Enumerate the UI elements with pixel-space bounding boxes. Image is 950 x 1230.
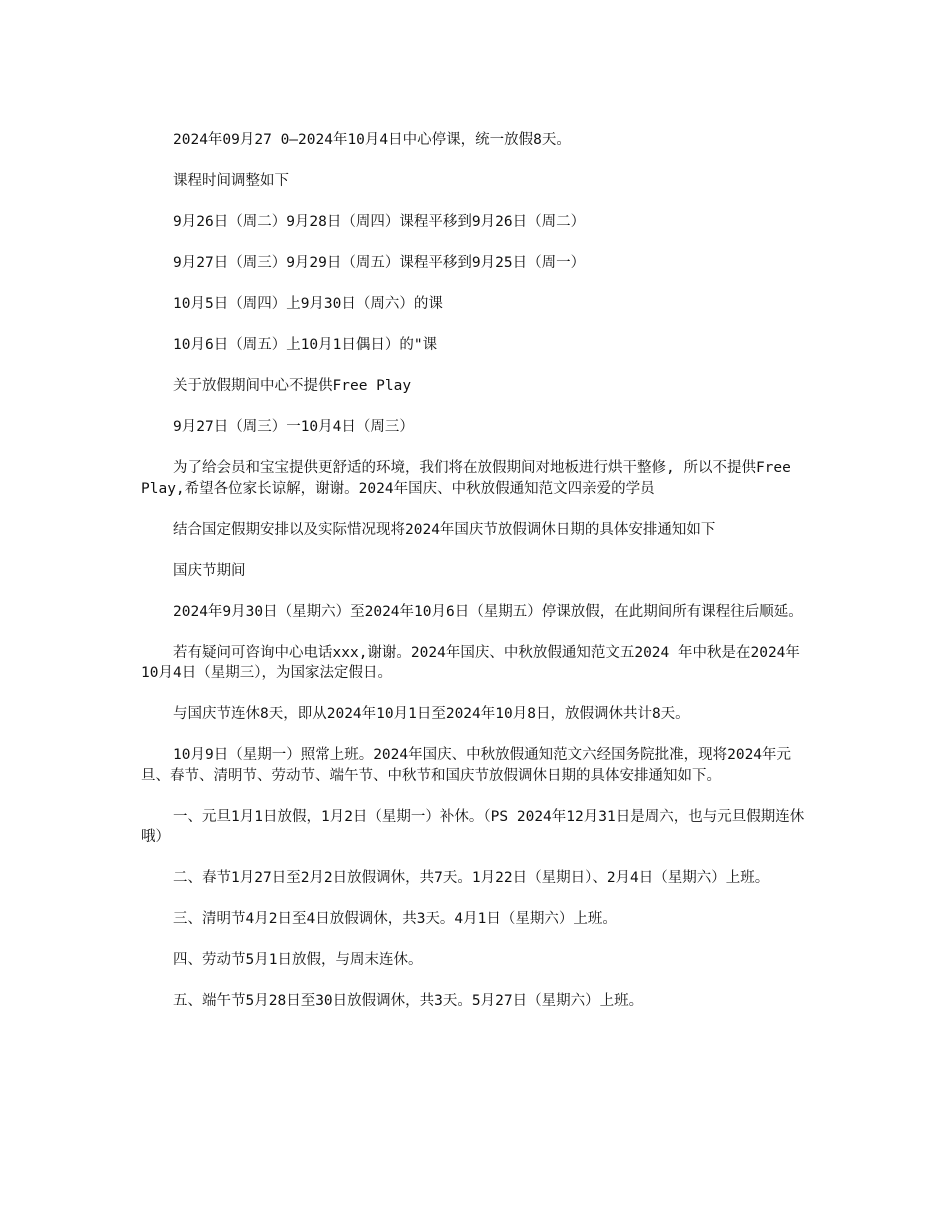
paragraph: 二、春节1月27日至2月2日放假调休，共7天。1月22日（星期日）、2月4日（星期六）上班。: [173, 870, 770, 886]
paragraph: 三、清明节4月2日至4日放假调休，共3天。4月1日（星期六）上班。: [173, 911, 617, 927]
paragraph: 9月27日（周三）9月29日（周五）课程平移到9月25日（周一）: [173, 255, 586, 271]
paragraph: 9月27日（周三）一10月4日（周三）: [173, 419, 414, 435]
paragraph: 2024年09月27 0—2024年10月4日中心停课，统一放假8天。: [173, 132, 571, 148]
paragraph: 10月6日（周五）上10月1日偶日）的"课: [173, 337, 438, 353]
paragraph: 结合国定假期安排以及实际惜况现将2024年国庆节放假调休日期的具体安排通知如下: [173, 521, 716, 538]
paragraph: 10月9日（星期一）照常上班。2024年国庆、中秋放假通知范文六经国务院批准，现将2024年元旦、春节、清明节、劳动节、端午节、中秋节和国庆节放假调休日期的具体安排通知如下。: [141, 747, 792, 784]
paragraph: 2024年9月30日（星期六）至2024年10月6日（星期五）停课放假，在此期间所有课程往后顺延。: [173, 603, 803, 620]
paragraph: 五、端午节5月28日至30日放假调休，共3天。5月27日（星期六）上班。: [173, 993, 644, 1009]
paragraph: 与国庆节连休8天，即从2024年10月1日至2024年10月8日，放假调休共计8天。: [173, 706, 690, 722]
paragraph: 10月5日（周四）上9月30日（周六）的课: [173, 296, 443, 312]
paragraph: 课程时间调整如下: [173, 173, 289, 189]
paragraph: 国庆节期间: [173, 562, 246, 579]
paragraph: 关于放假期间中心不提供Free Play: [173, 378, 412, 394]
paragraph: 若有疑问可咨询中心电话xxx,谢谢。2024年国庆、中秋放假通知范文五2024 年中秋是在2024年10月4日（星期三），为国家法定假日。: [141, 644, 800, 681]
paragraph: 9月26日（周二）9月28日（周四）课程平移到9月26日（周二）: [173, 214, 586, 230]
document-body: [141, 130, 807, 1032]
paragraph: 一、元旦1月1日放假，1月2日（星期一）补休。（PS 2024年12月31日是周六，也与元旦假期连休哦）: [141, 808, 805, 845]
paragraph: 四、劳动节5月1日放假，与周末连休。: [173, 952, 423, 968]
paragraph: 为了给会员和宝宝提供更舒适的环境，我们将在放假期间对地板进行烘干整修, 所以不提供Free Play,希望各位家长谅解，谢谢。2024年国庆、中秋放假通知范文四亲爱的学员: [141, 460, 791, 497]
